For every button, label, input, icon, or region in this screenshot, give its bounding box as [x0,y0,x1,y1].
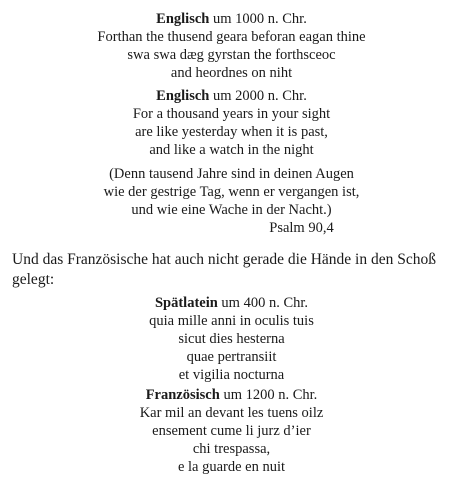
section-old-french [0,386,463,476]
section-modern-english [0,87,463,159]
verse-line: swa swa dæg gyrstan the forthsceoc [127,47,336,63]
section-old-english [0,10,463,82]
section-heading [0,10,463,28]
section-heading [0,87,463,105]
verse-line: Forthan the thusend geara beforan eagan thine [97,29,366,45]
section-language: Spätlatein [154,295,218,311]
verse-line: and heordnes on niht [170,65,293,81]
section-heading [0,386,463,404]
section-language: Englisch [156,11,210,27]
verse-line: e la guarde en nuit [177,459,286,475]
section-language: Französisch [145,387,220,403]
translation-line: und wie eine Wache in der Nacht.) [131,202,332,218]
verse-line: et vigilia nocturna [178,367,285,383]
section-heading [0,294,463,312]
section-language: Englisch [156,88,210,104]
translation-line: (Denn tausend Jahre sind in deinen Augen [109,166,354,182]
verse-line: chi trespassa, [192,441,271,457]
verse-line: quia mille anni in oculis tuis [149,313,314,329]
german-translation [0,165,463,237]
verse-line: For a thousand years in your sight [132,106,331,122]
verse-line: Kar mil an devant les tuens oilz [139,405,324,421]
body-paragraph: Und das Französische hat auch nicht gerade die Hände in den Schoß gelegt: [12,251,436,288]
section-date: um 2000 n. Chr. [212,88,307,104]
translation-line: wie der gestrige Tag, wenn er vergangen ist, [103,184,360,200]
section-date: um 400 n. Chr. [221,295,309,311]
verse-line: sicut dies hesterna [178,331,285,347]
section-date: um 1200 n. Chr. [223,387,318,403]
verse-line: and like a watch in the night [149,142,314,158]
source-reference: Psalm 90,4 [269,220,334,236]
verse-line: are like yesterday when it is past, [135,124,328,140]
section-late-latin [0,294,463,384]
section-date: um 1000 n. Chr. [212,11,307,27]
verse-line: quae pertransiit [186,349,277,365]
verse-line: ensement cume li jurz d’ier [152,423,311,439]
